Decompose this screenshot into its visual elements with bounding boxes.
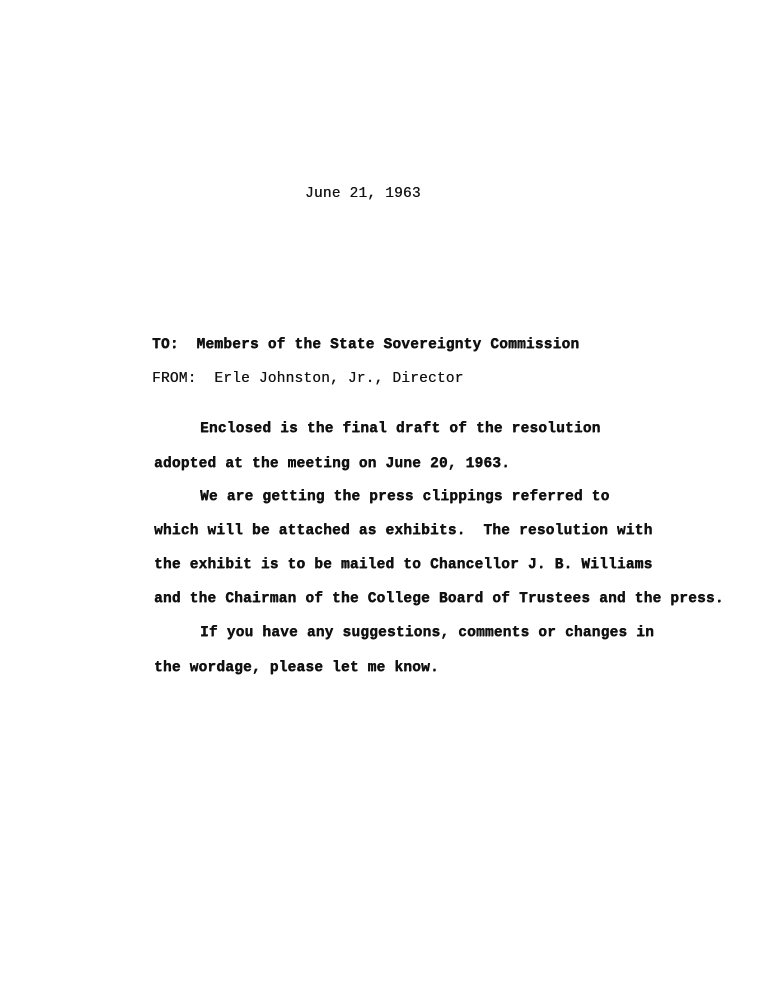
body-line: We are getting the press clippings referred to (200, 489, 610, 505)
memo-from-line: FROM: Erle Johnston, Jr., Director (152, 371, 464, 387)
body-line: which will be attached as exhibits. The resolution with (154, 523, 653, 539)
body-line: If you have any suggestions, comments or changes in (200, 625, 654, 641)
body-line: and the Chairman of the College Board of Trustees and the press. (154, 591, 724, 607)
memo-date: June 21, 1963 (305, 186, 421, 202)
body-line: the exhibit is to be mailed to Chancellor J. B. Williams (154, 557, 653, 573)
memo-to-line: TO: Members of the State Sovereignty Commission (152, 337, 580, 353)
body-line: Enclosed is the final draft of the resolution (200, 421, 601, 437)
body-line: the wordage, please let me know. (154, 660, 439, 676)
body-line: adopted at the meeting on June 20, 1963. (154, 456, 511, 472)
